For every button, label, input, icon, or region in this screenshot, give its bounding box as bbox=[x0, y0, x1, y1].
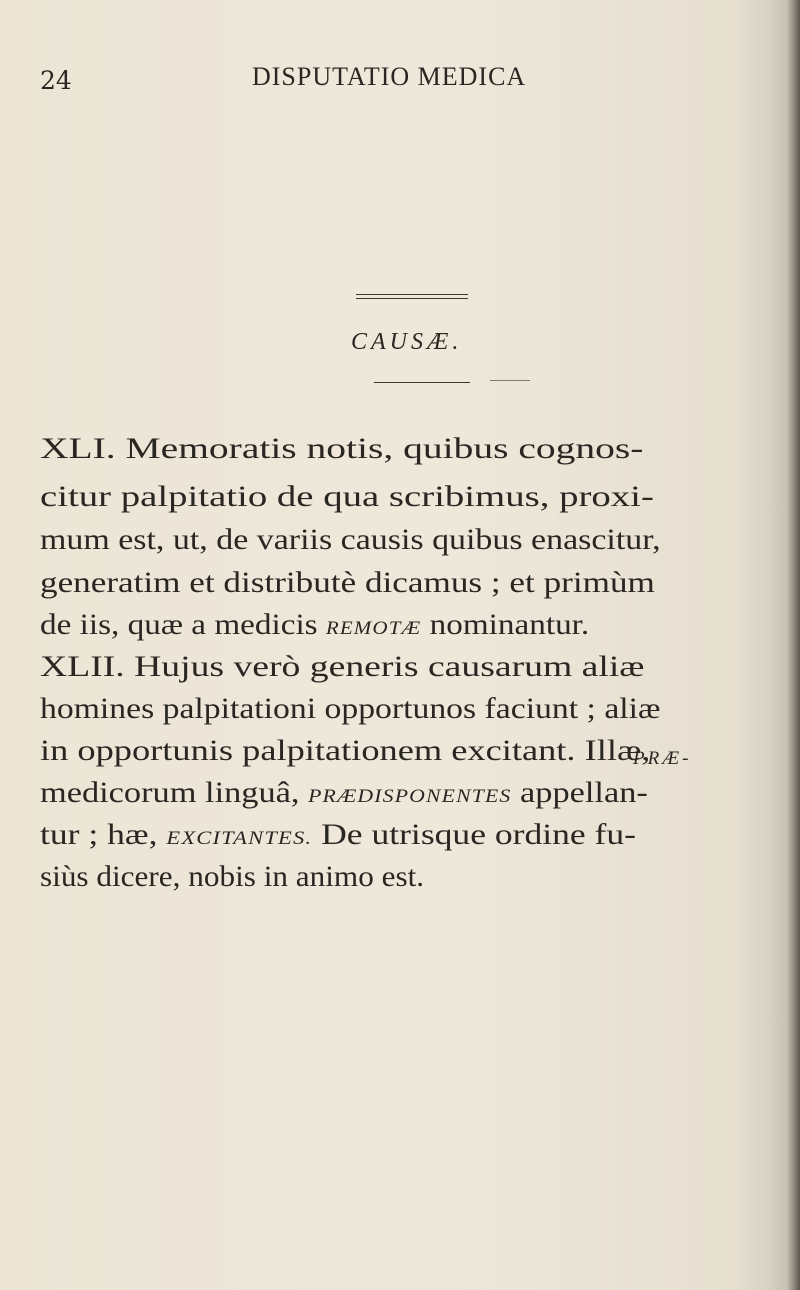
ornament-rule-bottom-short bbox=[490, 380, 530, 381]
text-run: De utrisque ordine fu- bbox=[312, 818, 637, 851]
text-run: nominantur. bbox=[421, 608, 590, 641]
ornament-rule-top-thin bbox=[356, 298, 468, 299]
text-line bbox=[40, 566, 655, 600]
text-line bbox=[40, 523, 661, 557]
text-run: XLI. Memoratis notis, quibus cognos- bbox=[40, 432, 644, 465]
text-line bbox=[40, 860, 424, 894]
text-run: medicorum linguâ, bbox=[40, 776, 309, 809]
text-line bbox=[40, 480, 654, 514]
text-run: citur palpitatio de qua scribimus, proxi- bbox=[40, 480, 654, 513]
emphasis-term: REMOTÆ bbox=[325, 618, 422, 639]
page-edge bbox=[786, 0, 800, 1290]
text-line bbox=[40, 734, 650, 768]
text-run: de iis, quæ a medicis bbox=[40, 608, 326, 641]
page-number: 24 bbox=[40, 66, 72, 95]
section-title: CAUSÆ. bbox=[351, 329, 463, 355]
text-run: mum est, ut, de variis causis quibus enascitur, bbox=[40, 523, 661, 556]
text-run: homines palpitationi opportunos faciunt ; aliæ bbox=[40, 692, 661, 725]
text-line bbox=[40, 650, 644, 684]
emphasis-term: EXCITANTES. bbox=[166, 828, 313, 849]
text-line bbox=[40, 776, 648, 810]
text-run: appellan- bbox=[511, 776, 648, 809]
ornament-rule-bottom bbox=[374, 382, 470, 383]
text-run: tur ; hæ, bbox=[40, 818, 167, 851]
text-line bbox=[40, 692, 660, 726]
text-line bbox=[40, 608, 589, 642]
catchword: PRÆ- bbox=[633, 748, 692, 769]
text-line bbox=[40, 432, 643, 466]
text-run: XLII. Hujus verò generis causarum aliæ bbox=[40, 650, 645, 683]
text-run: generatim et distributè dicamus ; et primùm bbox=[40, 566, 655, 599]
text-run: siùs dicere, nobis in animo est. bbox=[40, 860, 425, 893]
running-head: DISPUTATIO MEDICA bbox=[252, 62, 527, 91]
ornament-rule-top bbox=[356, 294, 468, 295]
text-run: in opportunis palpitationem excitant. Illæ, bbox=[40, 734, 651, 767]
text-line bbox=[40, 818, 636, 852]
emphasis-term: PRÆDISPONENTES bbox=[308, 786, 512, 807]
